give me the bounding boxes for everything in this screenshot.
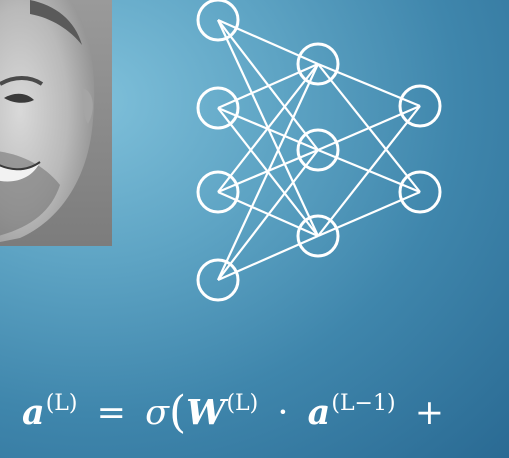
open-paren: ( <box>168 387 187 438</box>
dot-operator: · <box>277 393 289 433</box>
network-node <box>400 172 440 212</box>
layer-superscript: (L) <box>45 391 78 416</box>
network-node <box>198 260 238 300</box>
network-node <box>198 0 238 40</box>
network-node <box>298 44 338 84</box>
plus-operator: + <box>414 393 445 433</box>
sigma-symbol: σ <box>145 393 169 433</box>
network-node <box>298 216 338 256</box>
network-edge <box>318 106 420 236</box>
prev-layer-superscript: (L−1) <box>331 391 396 416</box>
prev-activation-symbol: a <box>307 392 331 433</box>
network-node <box>400 86 440 126</box>
activation-symbol: a <box>22 392 45 433</box>
activation-formula <box>22 387 452 438</box>
network-node <box>198 88 238 128</box>
network-nodes <box>198 0 440 300</box>
equals-sign: = <box>96 393 126 433</box>
weight-superscript: (L) <box>226 391 259 416</box>
network-node <box>298 130 338 170</box>
network-node <box>198 172 238 212</box>
weight-symbol: W <box>186 392 226 433</box>
